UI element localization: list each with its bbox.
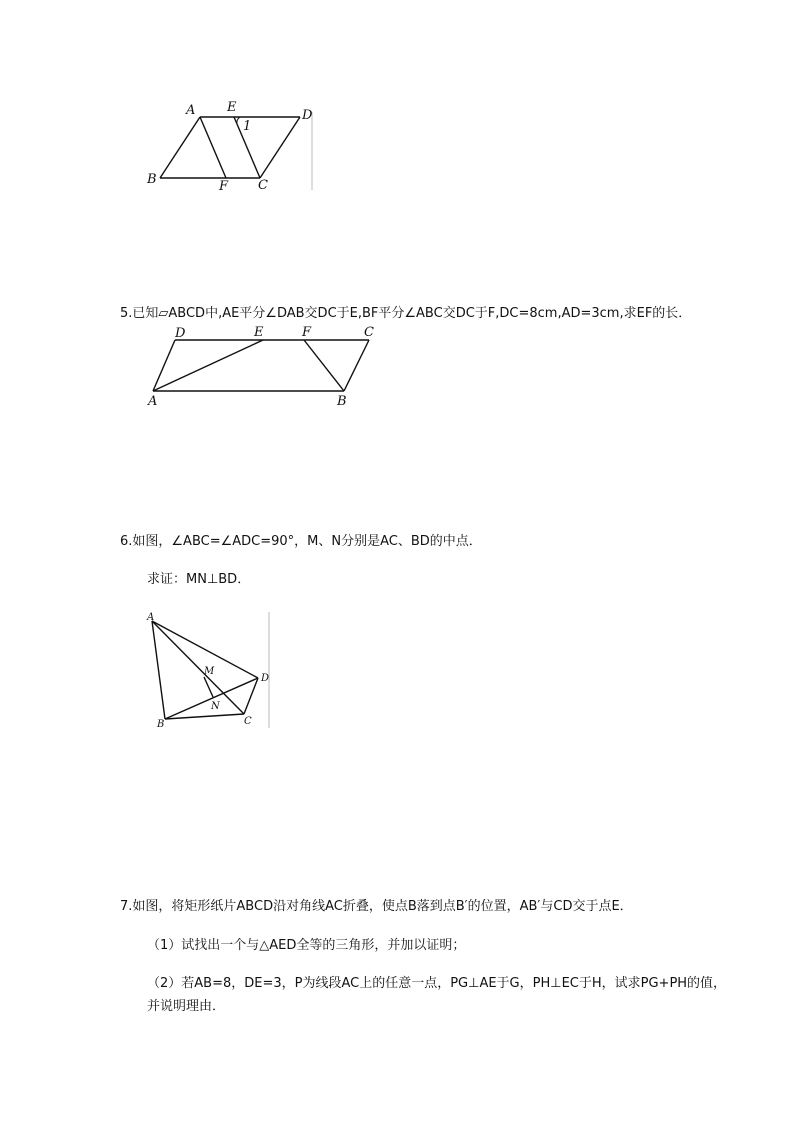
label-F: F xyxy=(219,179,229,194)
label-F: F xyxy=(302,325,312,340)
label-D: D xyxy=(261,673,270,684)
segment-MN xyxy=(204,677,213,697)
label-A: A xyxy=(148,394,158,409)
label-B: B xyxy=(157,719,165,730)
problem6-text: 6.如图，∠ABC=∠ADC=90°，M、N分别是AC、BD的中点． xyxy=(120,534,482,549)
problem7-question2-line2: 并说明理由． xyxy=(147,999,226,1014)
label-C: C xyxy=(244,716,252,727)
label-C: C xyxy=(364,325,374,340)
problem7-question1: （1）试找出一个与△AED全等的三角形，并加以证明； xyxy=(147,938,466,953)
label-A: A xyxy=(186,103,196,118)
segment-AC xyxy=(152,621,244,714)
segment-BC xyxy=(165,714,244,719)
label-angle-1: 1 xyxy=(243,119,252,134)
label-A: A xyxy=(147,612,155,623)
problem5-text: 5.已知▱ABCD中,AE平分∠DAB交DC于E,BF平分∠ABC交DC于F,DC=8cm,AD=3cm,求EF的长． xyxy=(120,306,692,321)
problem6-prove: 求证：MN⊥BD． xyxy=(147,572,251,587)
problem7-text: 7.如图，将矩形纸片ABCD沿对角线AC折叠，使点B落到点B′的位置，AB′与CD交于点E． xyxy=(120,899,633,914)
label-B: B xyxy=(147,172,157,187)
label-C: C xyxy=(258,178,268,193)
segment-AB xyxy=(152,621,165,719)
label-E: E xyxy=(227,100,237,115)
label-D: D xyxy=(302,108,313,123)
label-D: D xyxy=(175,326,186,341)
label-B: B xyxy=(337,394,347,409)
label-N: N xyxy=(211,701,220,712)
problem7-question2-line1: （2）若AB=8，DE=3，P为线段AC上的任意一点，PG⊥AE于G，PH⊥EC于H，试求PG+PH的值， xyxy=(147,976,727,991)
label-M: M xyxy=(204,666,215,677)
label-E: E xyxy=(254,325,264,340)
